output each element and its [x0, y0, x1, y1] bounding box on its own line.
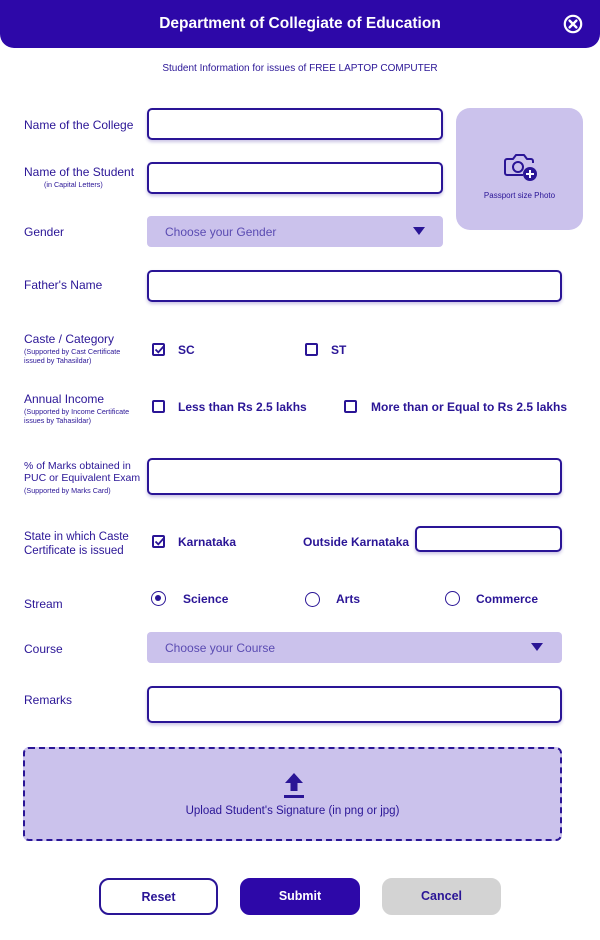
gender-select-placeholder: Choose your Gender [165, 225, 277, 239]
caste-sc-label: SC [178, 343, 195, 357]
outside-karnataka-label: Outside Karnataka [303, 535, 410, 549]
upload-arrow-icon [283, 772, 305, 800]
outside-karnataka-input[interactable] [415, 526, 562, 552]
state-label-line2: Certificate is issued [24, 545, 124, 557]
income-less-checkbox[interactable] [152, 400, 165, 413]
father-name-input[interactable] [147, 270, 562, 302]
stream-label: Stream [24, 597, 63, 611]
caste-label: Caste / Category [24, 332, 115, 346]
state-karnataka-checkbox[interactable] [152, 535, 165, 548]
marks-label-line1: % of Marks obtained in [24, 460, 131, 472]
stream-science-label: Science [183, 592, 229, 606]
state-label-line1: State in which Caste [24, 531, 129, 543]
page-title: Department of Collegiate of Education [159, 15, 441, 32]
checkmark-icon [154, 536, 165, 547]
remarks-input[interactable] [147, 686, 562, 723]
father-name-label: Father's Name [24, 278, 103, 292]
checkmark-icon [154, 344, 165, 355]
stream-arts-label: Arts [336, 592, 361, 606]
course-select[interactable] [147, 632, 562, 663]
income-hint-line1: (Supported by Income Certificate [24, 407, 130, 416]
state-karnataka-label: Karnataka [178, 535, 237, 549]
caste-sc-checkbox[interactable] [152, 343, 165, 356]
caste-st-label: ST [331, 343, 347, 357]
signature-upload-label: Upload Student's Signature (in png or jpg) [185, 805, 400, 817]
income-more-label: More than or Equal to Rs 2.5 lakhs [371, 400, 568, 414]
camera-add-icon [503, 150, 539, 182]
income-less-label: Less than Rs 2.5 lakhs [178, 400, 307, 414]
course-label: Course [24, 642, 63, 656]
close-icon[interactable] [563, 14, 583, 34]
stream-science-radio[interactable] [151, 591, 166, 606]
cancel-button[interactable]: Cancel [382, 878, 501, 915]
student-name-hint: (in Capital Letters) [44, 180, 103, 189]
chevron-down-icon [531, 643, 543, 651]
caste-hint-line2: issued by Tahasildar) [24, 356, 92, 365]
caste-st-checkbox[interactable] [305, 343, 318, 356]
stream-commerce-radio[interactable] [445, 591, 460, 606]
stream-arts-radio[interactable] [305, 592, 320, 607]
income-more-checkbox[interactable] [344, 400, 357, 413]
stream-commerce-label: Commerce [476, 592, 539, 606]
caste-hint-line1: (Supported by Cast Certificate [24, 347, 121, 356]
income-hint-line2: issues by Tahasildar) [24, 416, 91, 425]
form-subtitle: Student Information for issues of FREE LAPTOP COMPUTER [162, 63, 438, 74]
income-label: Annual Income [24, 392, 105, 406]
student-name-label: Name of the Student [24, 165, 135, 179]
radio-selected-dot [155, 595, 161, 601]
signature-upload-area[interactable] [23, 747, 562, 841]
remarks-label: Remarks [24, 693, 73, 707]
course-select-placeholder: Choose your Course [165, 641, 276, 655]
gender-label: Gender [24, 225, 65, 239]
gender-select[interactable] [147, 216, 443, 247]
college-name-input[interactable] [147, 108, 443, 140]
chevron-down-icon [413, 227, 425, 235]
passport-photo-upload[interactable] [456, 108, 583, 230]
marks-input[interactable] [147, 458, 562, 495]
marks-label-line2: PUC or Equivalent Exam [24, 472, 141, 484]
passport-photo-label: Passport size Photo [483, 191, 556, 200]
reset-button[interactable]: Reset [99, 878, 218, 915]
header-bar [0, 0, 600, 48]
submit-button[interactable]: Submit [240, 878, 360, 915]
student-name-input[interactable] [147, 162, 443, 194]
college-name-label: Name of the College [24, 118, 134, 132]
marks-hint: (Supported by Marks Card) [24, 486, 111, 495]
